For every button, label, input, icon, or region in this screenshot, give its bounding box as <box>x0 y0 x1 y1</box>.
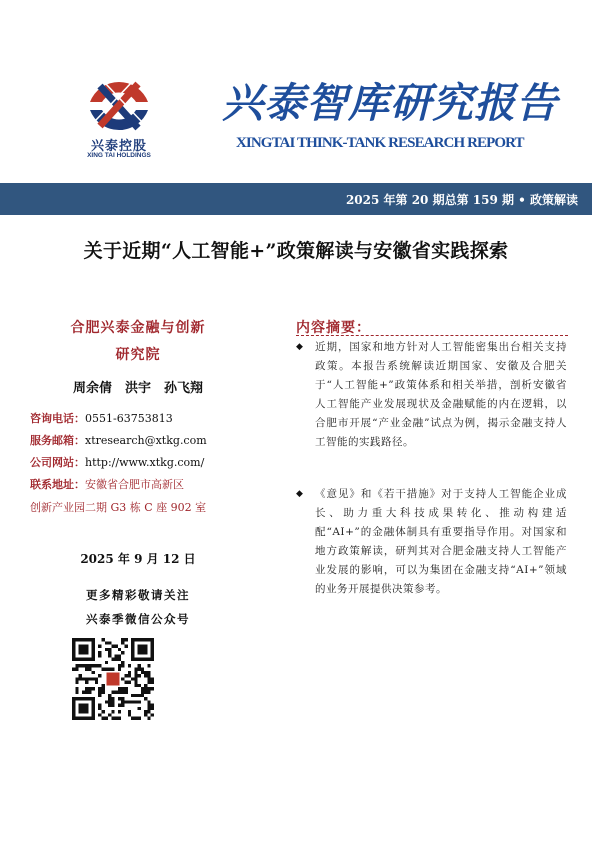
contact-value: 安徽省合肥市高新区 <box>85 478 184 491</box>
contact-phone <box>30 410 260 426</box>
report-series-title-en: XINGTAI THINK-TANK RESEARCH REPORT <box>236 135 524 151</box>
contact-value: 0551-63753813 <box>85 412 173 425</box>
follow-prompt-line2: 兴泰季微信公众号 <box>86 612 190 626</box>
logo-company-name-en: XING TAI HOLDINGS <box>87 152 151 159</box>
contact-address <box>30 476 260 492</box>
report-series-title: 兴泰智库研究报告 <box>222 79 558 127</box>
xingtai-logo <box>76 72 162 140</box>
contact-label: 服务邮箱： <box>30 434 85 447</box>
summary-paragraph: 《意见》和《若干措施》对于支持人工智能企业成长、助力重大科技成果转化、推动构建适配“AI+”的金融体制具有重要指导作用。对国家和地方政策解读，研判其对合肥金融支持人工智能产业发展的影响，可以为集团在金融支持“AI+”领域的业务开展提供决策参考。 <box>315 488 567 595</box>
logo-company-name: 兴泰控股 <box>90 139 147 154</box>
authors: 周余倩 洪宇 孙飞翔 <box>72 381 203 396</box>
bullet-diamond-icon: ◆ <box>296 342 303 352</box>
institution-name-line2: 研究院 <box>115 347 161 363</box>
contact-label: 公司网站： <box>30 456 85 469</box>
contact-email <box>30 432 260 448</box>
issue-number: 2025 年第 20 期总第 159 期 • 政策解读 <box>345 193 578 207</box>
contact-website <box>30 454 260 470</box>
contact-address-line2: 创新产业园二期 G3 栋 C 座 902 室 <box>30 501 207 514</box>
summary-heading: 内容摘要： <box>296 320 371 336</box>
follow-prompt-line1: 更多精彩敬请关注 <box>86 588 190 602</box>
wechat-qr-code <box>72 638 154 720</box>
contact-label: 联系地址： <box>30 478 85 491</box>
institution-name-line1: 合肥兴泰金融与创新 <box>70 320 206 336</box>
summary-paragraph: 近期，国家和地方针对人工智能密集出台相关支持政策。本报告系统解读近期国家、安徽及合肥关于“人工智能+”政策体系和相关举措，剖析安徽省人工智能产业发展现状及金融赋能的内在逻辑，以合肥市开展“产业金融”试点为例，揭示金融支持人工智能的实践路径。 <box>315 341 567 448</box>
bullet-diamond-icon: ◆ <box>296 489 303 499</box>
contact-label: 咨询电话： <box>30 412 85 425</box>
report-title: 关于近期“人工智能+”政策解读与安徽省实践探索 <box>83 240 509 262</box>
report-date: 2025 年 9 月 12 日 <box>80 552 196 566</box>
contact-value[interactable]: xtresearch@xtkg.com <box>85 434 207 447</box>
contact-value[interactable]: http://www.xtkg.com/ <box>85 456 205 469</box>
summary-divider <box>296 335 568 336</box>
